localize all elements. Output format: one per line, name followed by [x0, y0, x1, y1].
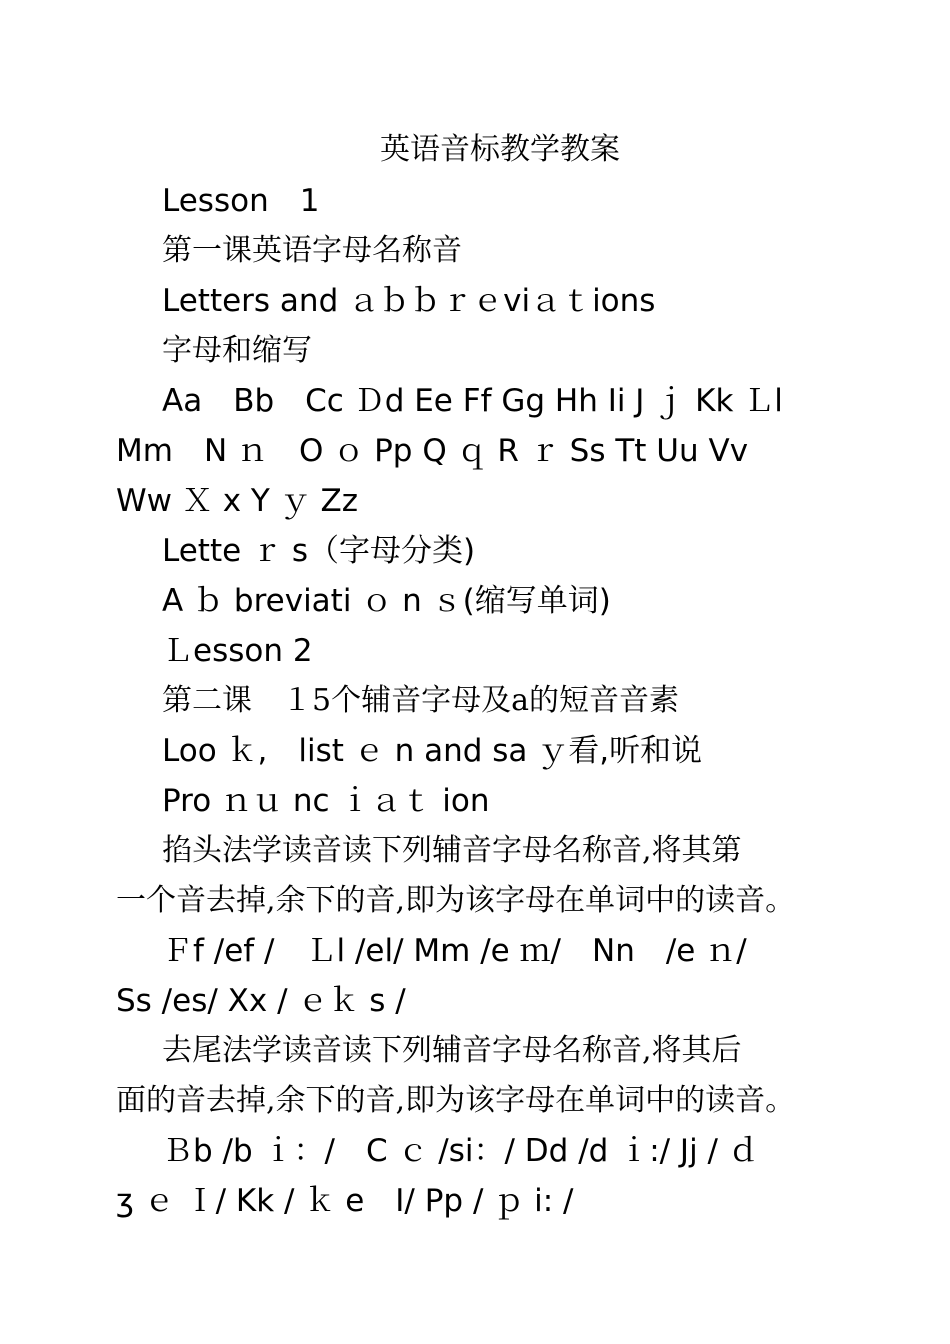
tail-removal-instruction-line-1: 去尾法学读音读下列辅音字母名称音,将其后 — [162, 1033, 742, 1068]
letters-and-abbreviations-heading: Letters and ａｂｂｒｅviａｔions — [162, 283, 656, 319]
pronunciation-heading: Pro ｎｕ nc ｉａｔ ion — [162, 783, 490, 819]
phonetics-line-1: Ｆf /ef / Ｌl /el/ Mm /e ｍ/ Nn /e ｎ/ — [162, 933, 747, 969]
abbreviations-line: A ｂ breviati ｏ n ｓ(缩写单词) — [162, 583, 611, 619]
lesson-1-heading: Lesson 1 — [162, 183, 320, 219]
phonetics-line-2: Ss /es/ Xx / ｅｋ s / — [116, 983, 406, 1019]
letters-classification-line: Lette ｒ s（字母分类) — [162, 533, 476, 569]
letters-and-abbreviations-chinese: 字母和缩写 — [162, 333, 312, 368]
look-listen-say-line: Loo ｋ, list ｅ n and sa ｙ看,听和说 — [162, 733, 703, 769]
alphabet-line-3: Ww Ｘ x Y ｙ Zz — [116, 483, 359, 519]
alphabet-line-2: Mm N ｎ O ｏ Pp Q ｑ R ｒ Ss Tt Uu Vv — [116, 433, 749, 469]
lesson-1-chinese-title: 第一课英语字母名称音 — [162, 233, 462, 268]
head-removal-instruction-line-1: 掐头法学读音读下列辅音字母名称音,将其第 — [162, 833, 742, 868]
phonetics-line-4: ʒ ｅ Ｉ/ Kk / ｋ e I/ Pp / ｐ i: / — [116, 1183, 574, 1219]
document-title: 英语音标教学教案 — [380, 132, 620, 167]
phonetics-line-3: Ｂb /b ｉ：/ C ｃ /si：/ Dd /d ｉ:/ Jj / ｄ — [162, 1133, 759, 1169]
alphabet-line-1: Aa Bb Cc Ｄd Ee Ff Gg Hh Ii J ｊ Kk Ｌl — [162, 383, 783, 419]
head-removal-instruction-line-2: 一个音去掉,余下的音,即为该字母在单词中的读音。 — [116, 883, 796, 918]
tail-removal-instruction-line-2: 面的音去掉,余下的音,即为该字母在单词中的读音。 — [116, 1083, 796, 1118]
lesson-2-chinese-title: 第二课 １5个辅音字母及a的短音音素 — [162, 683, 679, 718]
lesson-2-heading: Ｌesson 2 — [162, 633, 313, 669]
